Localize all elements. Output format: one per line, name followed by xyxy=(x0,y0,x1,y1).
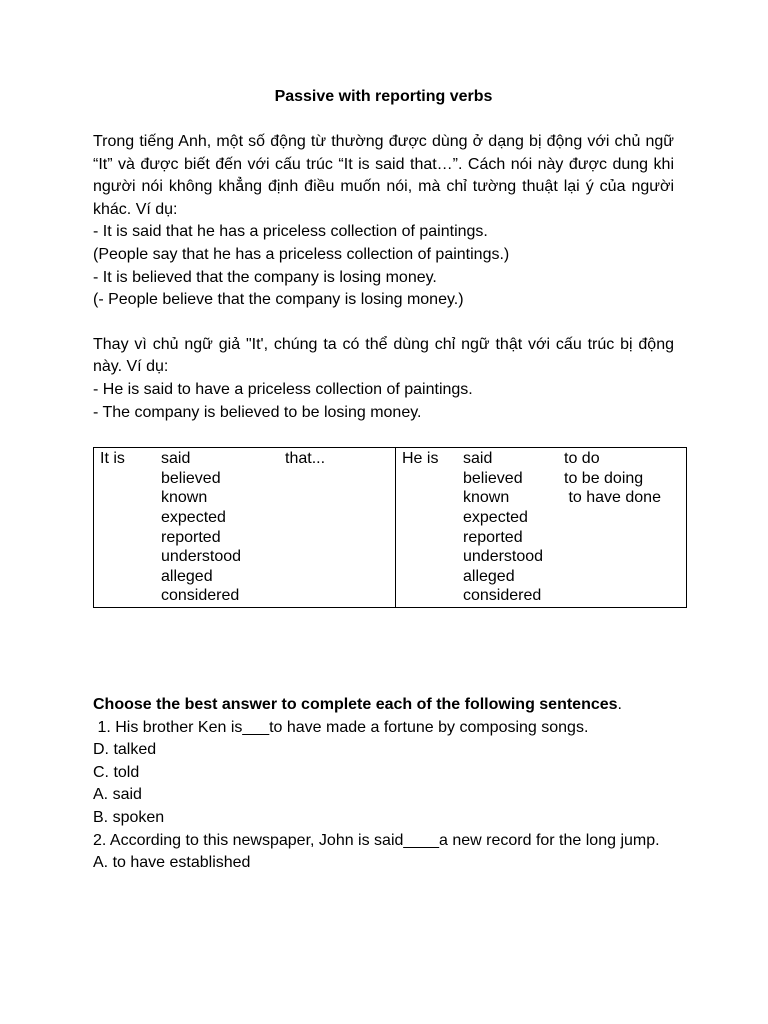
answer-option: C. told xyxy=(93,763,140,781)
spacer xyxy=(93,312,674,334)
document-page xyxy=(93,87,674,608)
exercise-instruction xyxy=(93,694,674,717)
second-paragraph: Thay vì chủ ngữ giả "It', chúng ta có thể dùng chỉ ngữ thật với cấu trúc bị động này. Ví dụ: xyxy=(93,335,674,376)
verb-item: understood xyxy=(463,548,544,566)
table-cell-it-is xyxy=(94,448,396,608)
exercise-section xyxy=(93,694,674,875)
answer-option: D. talked xyxy=(93,741,157,759)
verb-item: expected xyxy=(161,508,226,526)
verb-item: alleged xyxy=(463,567,515,585)
subject-label: He is xyxy=(402,450,439,468)
complement-item: to be doing xyxy=(564,469,644,487)
complement-item: to have done xyxy=(564,489,661,507)
table-row xyxy=(94,448,687,608)
page-title: Passive with reporting verbs xyxy=(274,88,493,105)
answer-option: A. to have established xyxy=(93,854,251,872)
complement-item: that... xyxy=(285,450,326,468)
answer-option: A. said xyxy=(93,786,142,804)
it-is-grid xyxy=(100,449,395,606)
reporting-verbs-table xyxy=(93,447,687,608)
instruction-text: Choose the best answer to complete each of the following sentences xyxy=(93,696,618,713)
example-line: - He is said to have a priceless collection of paintings. xyxy=(93,380,473,398)
verb-item: alleged xyxy=(161,567,213,585)
answer-option: B. spoken xyxy=(93,808,165,826)
verb-item: reported xyxy=(161,528,221,546)
verb-item: believed xyxy=(463,469,523,487)
he-is-grid xyxy=(402,449,686,606)
instruction-period: . xyxy=(617,696,622,713)
verb-item: reported xyxy=(463,528,523,546)
verb-item: believed xyxy=(161,469,221,487)
example-line: (People say that he has a priceless collection of paintings.) xyxy=(93,245,510,263)
example-line: - The company is believed to be losing money. xyxy=(93,403,422,421)
question-2: 2. According to this newspaper, John is said____a new record for the long jump. xyxy=(93,831,660,849)
example-line: - It is said that he has a priceless collection of paintings. xyxy=(93,223,488,241)
example-line: - It is believed that the company is losing money. xyxy=(93,268,437,286)
subject-label: It is xyxy=(100,450,125,468)
question-1: 1. His brother Ken is___to have made a fortune by composing songs. xyxy=(93,718,589,736)
verb-item: considered xyxy=(463,587,542,605)
example-line: (- People believe that the company is losing money.) xyxy=(93,291,464,309)
verb-item: understood xyxy=(161,548,242,566)
verb-item: said xyxy=(463,450,493,468)
verb-item: known xyxy=(161,489,208,507)
complement-item: to do xyxy=(564,450,600,468)
table-cell-he-is xyxy=(396,448,687,608)
verb-item: considered xyxy=(161,587,240,605)
verb-item: said xyxy=(161,450,191,468)
intro-paragraph: Trong tiếng Anh, một số động từ thường được dùng ở dạng bị động với chủ ngữ “It” và được biết đến với cấu trúc “It is said that…”. Cách nói này được dung khi người nói không khẳng định điều muốn nói, mà chỉ tường thuật lại ý của người khác. Ví dụ: xyxy=(93,133,674,218)
verb-item: expected xyxy=(463,508,528,526)
verb-item: known xyxy=(463,489,510,507)
